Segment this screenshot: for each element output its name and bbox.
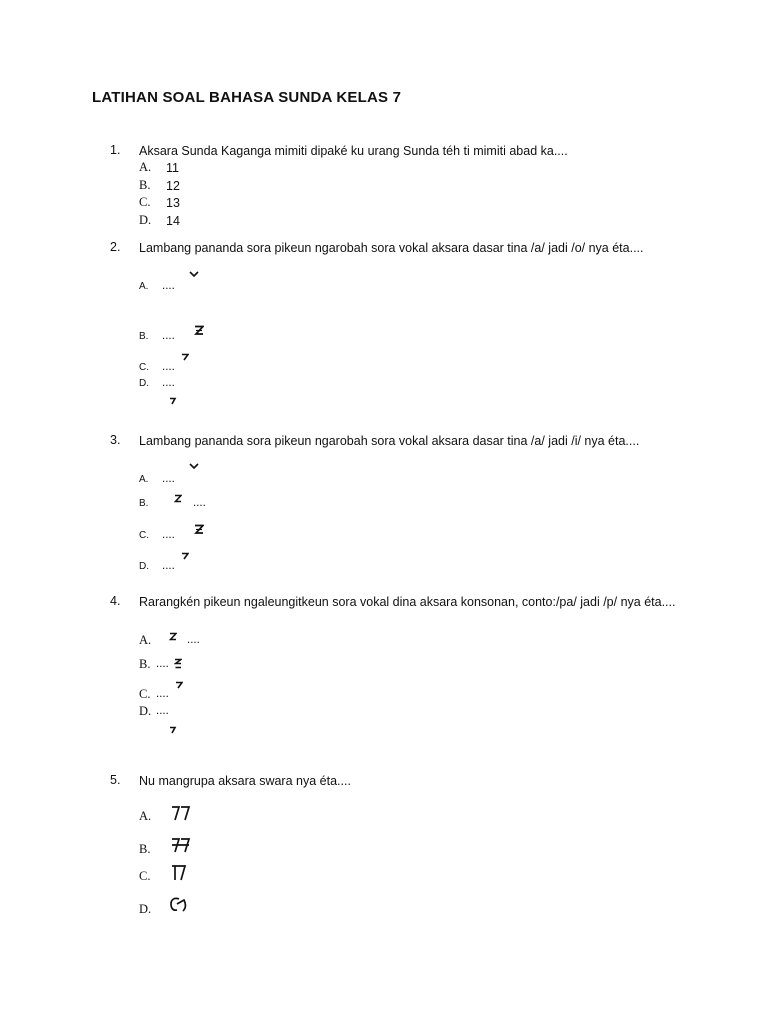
q3-option-b-dots: .... [193,497,206,509]
question-3-text: Lambang pananda sora pikeun ngarobah sora vokal aksara dasar tina /a/ jadi /i/ nya éta.... [139,434,640,448]
question-4-text: Rarangkén pikeun ngaleungitkeun sora vokal dina aksara konsonan, conto:/pa/ jadi /p/ nya éta.... [139,595,676,609]
q5-option-a-letter: A. [139,809,152,823]
q1-option-a-letter: A. [139,160,152,174]
q2-option-b-letter: B. [139,331,149,342]
q1-option-a-value: 11 [166,161,179,175]
pamepet-mark-icon [175,681,183,689]
q4-option-c-dots: .... [156,688,169,700]
q1-option-b-value: 12 [166,179,180,193]
pamepet-mark-icon [181,552,189,560]
q2-option-a-letter: A. [139,281,149,292]
q1-option-d-letter: D. [139,213,152,227]
panolong-mark-icon [189,271,199,277]
panyuku-mark-icon [194,325,204,336]
paneuleung-mark-icon [169,726,177,734]
q2-option-d-letter: D. [139,378,149,389]
panyuku-mark-icon [169,632,177,641]
q2-option-a-dots: .... [162,280,175,292]
q2-option-c-letter: C. [139,362,149,373]
q4-option-b-dots: .... [156,658,169,670]
q1-option-c-letter: C. [139,195,151,209]
pamepet-mark-icon [181,353,189,361]
question-2-text: Lambang pananda sora pikeun ngarobah sora vokal aksara dasar tina /a/ jadi /o/ nya éta.... [139,241,644,255]
q3-option-b-letter: B. [139,498,149,509]
aksara-u-icon [170,896,188,913]
q5-option-c-letter: C. [139,869,151,883]
question-1-text: Aksara Sunda Kaganga mimiti dipaké ku urang Sunda téh ti mimiti abad ka.... [139,144,568,158]
pamingkal-mark-icon [174,658,182,669]
q2-option-b-dots: .... [162,330,175,342]
q3-option-a-dots: .... [162,473,175,485]
page-title: LATIHAN SOAL BAHASA SUNDA KELAS 7 [92,89,402,106]
q3-option-c-dots: .... [162,529,175,541]
panyuku-mark-icon [174,494,182,503]
panyuku-mark-icon [194,524,204,535]
q5-option-d-letter: D. [139,902,152,916]
q3-option-d-letter: D. [139,561,149,572]
q4-option-a-dots: .... [187,634,200,646]
aksara-a-icon [171,805,191,821]
q4-option-d-dots: .... [156,705,169,717]
paneuleung-mark-icon [169,397,177,405]
question-5-number: 5. [110,773,121,787]
question-2-number: 2. [110,240,121,254]
q1-option-b-letter: B. [139,178,151,192]
q1-option-c-value: 13 [166,196,180,210]
q4-option-a-letter: A. [139,633,152,647]
panolong-mark-icon [189,463,199,469]
q4-option-b-letter: B. [139,657,151,671]
q3-option-a-letter: A. [139,474,149,485]
q2-option-d-dots: .... [162,377,175,389]
q3-option-d-dots: .... [162,560,175,572]
question-5-text: Nu mangrupa aksara swara nya éta.... [139,774,351,788]
q5-option-b-letter: B. [139,842,151,856]
q1-option-d-value: 14 [166,214,180,228]
q2-option-c-dots: .... [162,361,175,373]
aksara-o-icon [171,837,191,854]
q4-option-c-letter: C. [139,687,151,701]
q4-option-d-letter: D. [139,704,152,718]
question-1-number: 1. [110,143,121,157]
q3-option-c-letter: C. [139,530,149,541]
aksara-i-icon [171,864,187,882]
question-3-number: 3. [110,433,121,447]
question-4-number: 4. [110,594,121,608]
